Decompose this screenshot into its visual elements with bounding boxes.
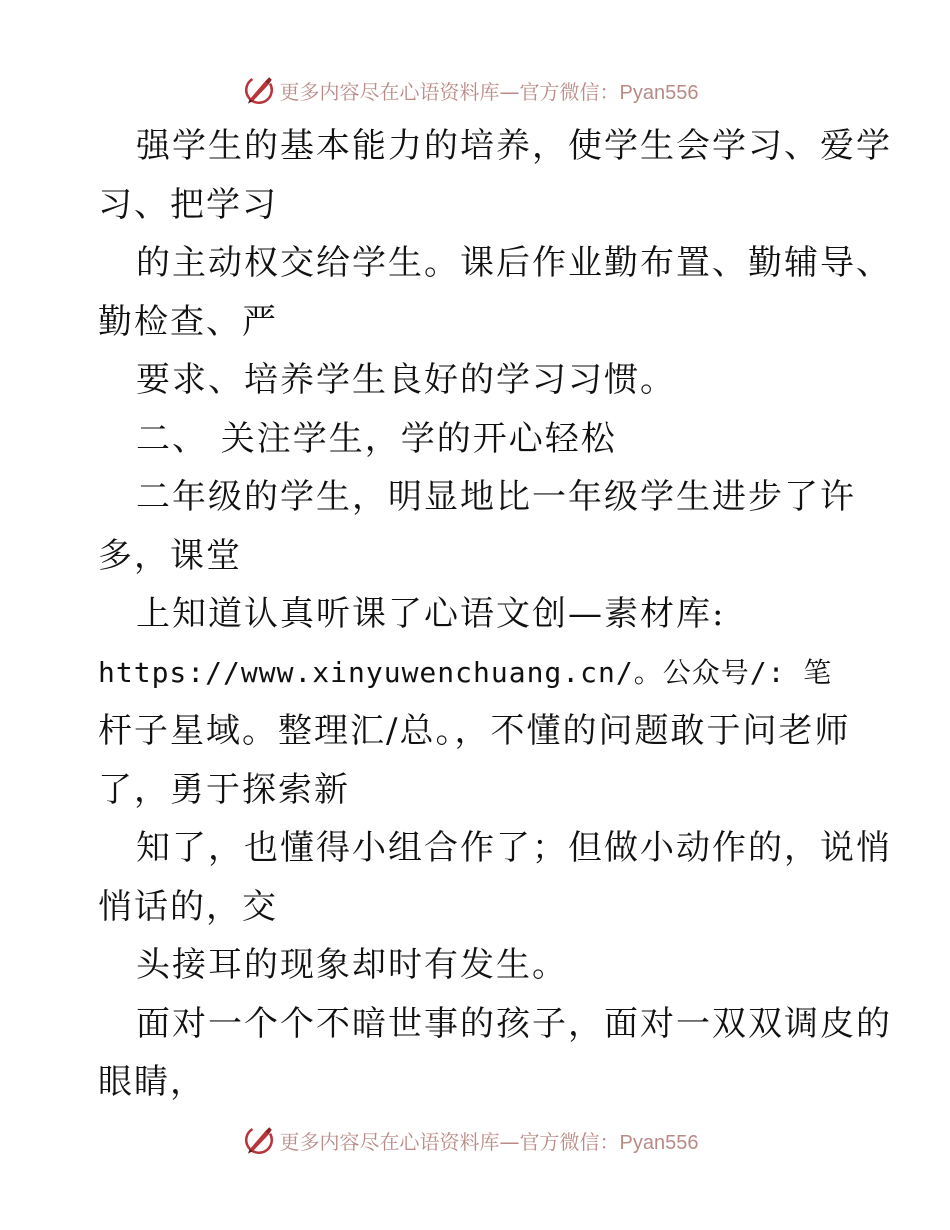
text-line-12: 了，勇于探索新 bbox=[98, 769, 350, 810]
footer-banner-inner bbox=[242, 1123, 699, 1157]
text-line-url: https://www.xinyuwenchuang.cn/。公众号/: 笔 bbox=[98, 655, 833, 689]
pen-logo-icon bbox=[242, 1123, 276, 1157]
text-line-1: 强学生的基本能力的培养，使学生会学习、爱学 bbox=[136, 126, 892, 166]
text-line-7: 二年级的学生，明显地比一年级学生进步了许 bbox=[136, 477, 856, 517]
header-banner-inner bbox=[242, 73, 699, 107]
footer-banner bbox=[0, 1120, 950, 1160]
footer-banner-label: 更多内容尽在心语资料库—官方微信： bbox=[279, 1129, 620, 1154]
document-body bbox=[98, 117, 892, 1112]
header-banner-label: 更多内容尽在心语资料库—官方微信： bbox=[279, 79, 620, 104]
footer-banner-wechat: Pyan556 bbox=[619, 1131, 699, 1154]
header-banner bbox=[0, 70, 950, 110]
header-banner-wechat: Pyan556 bbox=[619, 81, 699, 104]
pen-logo-icon bbox=[242, 73, 276, 107]
text-line-4: 勤检查、严 bbox=[98, 301, 278, 342]
text-line-2: 习、把学习 bbox=[98, 184, 278, 225]
text-line-11: 杆子星域。整理汇/总。，不懂的问题敢于问老师 bbox=[98, 711, 851, 751]
text-line-15: 头接耳的现象却时有发生。 bbox=[136, 945, 568, 985]
header-banner-text bbox=[280, 76, 699, 105]
text-line-16: 面对一个个不暗世事的孩子，面对一双双调皮的 bbox=[136, 1003, 892, 1044]
text-line-8: 多，课堂 bbox=[98, 535, 242, 576]
footer-banner-text bbox=[280, 1126, 699, 1155]
section-heading: 二、 关注学生，学的开心轻松 bbox=[136, 418, 617, 459]
text-line-9: 上知道认真听课了心语文创—素材库: bbox=[136, 594, 726, 634]
text-line-3: 的主动权交给学生。课后作业勤布置、勤辅导、 bbox=[136, 243, 892, 283]
text-line-14: 悄话的，交 bbox=[98, 886, 278, 927]
text-line-17: 眼睛， bbox=[98, 1062, 206, 1102]
text-line-5: 要求、培养学生良好的学习习惯。 bbox=[136, 360, 676, 400]
text-line-13: 知了，也懂得小组合作了；但做小动作的，说悄 bbox=[136, 828, 892, 868]
